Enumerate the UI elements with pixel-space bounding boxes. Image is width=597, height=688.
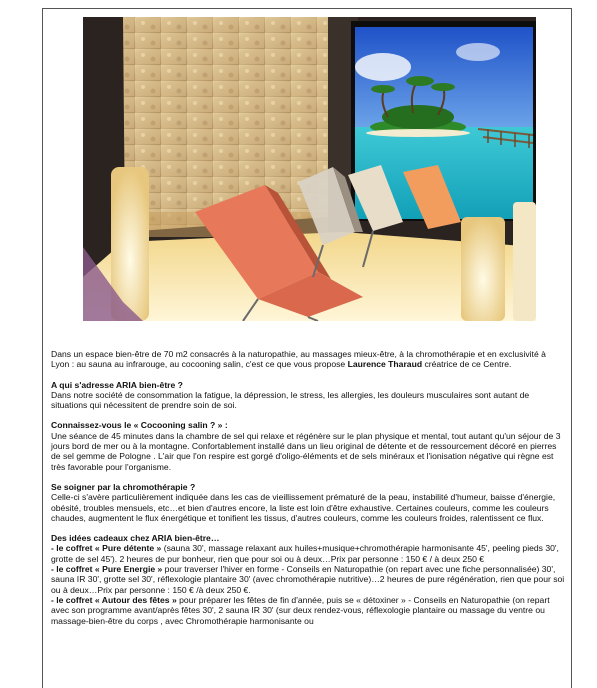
gift-item <box>51 595 566 626</box>
gift-item <box>51 564 566 595</box>
gift-item-body: pour préparer les fêtes de fin d'année, puis se « détoxiner » - Conseils en Naturopathie (on repart avec son programme avant/après fêtes 30', 2 sauna IR 30' (sur deux rendez-vous, réflexologie plantaire ou massage du ventre ou massage-bien-être du corps , avec Chromothérapie harmonisante ou <box>51 594 550 626</box>
author-name: Laurence Tharaud <box>347 359 423 370</box>
gift-item-body: pour traverser l'hiver en forme - Conseils en Naturopathie (on repart avec une fiche personnalisée) 30', sauna IR 30', grotte sel 30', réflexologie plantaire 30' (avec chromothérapie nutritive)…2 heures de pure régénération, rien que pour soi ou à deux…Prix par personne : 150 € /à deux 250 €. <box>51 564 565 595</box>
section-heading-cocooning: Connaissez-vous le « Cocooning salin ? » : <box>51 420 228 431</box>
intro-text: Dans un espace bien-être de 70 m2 consacrés à la naturopathie, au massages mieux-être, à la chromothérapie et en exclusivité à Lyon : au sauna au infrarouge, au cocooning salin, c'est ce que vous propose <box>51 349 546 370</box>
section-body-chromotherapie: Celle-ci s'avère particulièrement indiquée dans les cas de vieillissement prématuré de la peau, instabilité d'humeur, baisse d'énergie, obésité, troubles mensuels, etc…et bien d'autres encore, la liste est loin d'être exhaustive. Certaines couleurs, comme les couleurs chaudes, augmentent le flux énergétique et tonifient les tissus, d'autres couleurs, comme les couleurs froides, ralentissent ce flux. <box>51 492 556 523</box>
gift-item <box>51 543 566 564</box>
section-heading-cadeaux: Des idées cadeaux chez ARIA bien-être… <box>51 533 220 544</box>
salt-room-photo <box>83 17 536 321</box>
gift-item-title: - le coffret « Autour des fêtes » <box>51 594 177 605</box>
intro-suffix: créatrice de ce Centre. <box>422 359 512 370</box>
section-heading-chromotherapie: Se soigner par la chromothérapie ? <box>51 481 196 492</box>
gift-item-title: - le coffret « Pure détente » <box>51 543 162 554</box>
document-page <box>42 8 572 688</box>
gift-item-body: (sauna 30', massage relaxant aux huiles+musique+chromothérapie harmonisante 45', peeling pieds 30', grotte de sel 45'). 2 heures de pur bonheur, rien que pour soi ou à deux…Prix par personne : 150 € / à deux 250 € <box>51 543 559 564</box>
gift-item-title: - le coffret « Pure Energie » <box>51 564 163 575</box>
salt-room-illustration <box>83 17 536 321</box>
section-body-aria: Dans notre société de consommation la fatigue, la dépression, le stress, les allergies, les douleurs musculaires sont autant de situations qui nécessitent de prendre soin de soi. <box>51 389 530 411</box>
article-text <box>51 349 566 626</box>
section-body-cocooning: Une séance de 45 minutes dans la chambre de sel qui relaxe et régénère sur le plan physique et mental, tout autant qu'un séjour de 3 jours bord de mer ou à la montagne. Confortablement installé dans un lieu original de détente et de ressourcement décoré en pierres de sel gemme de Pologne . L'air que l'on respire est gorgé d'oligo-éléments et de sels minéraux et l'ionisation négative qui règne est très favorable pour l'organisme. <box>51 430 561 472</box>
intro-paragraph <box>51 349 566 370</box>
section-heading-aria: A qui s'adresse ARIA bien-être ? <box>51 379 183 390</box>
